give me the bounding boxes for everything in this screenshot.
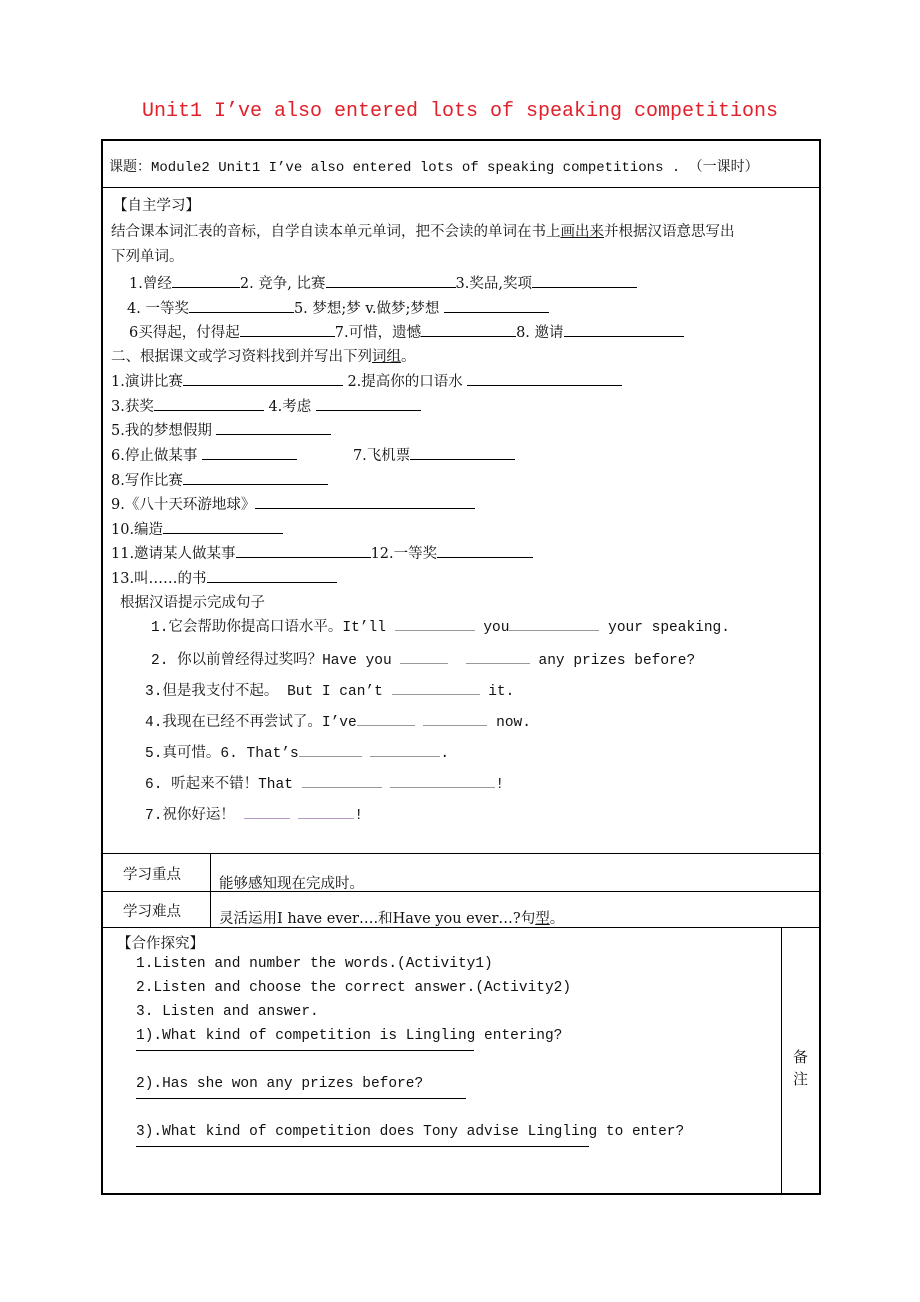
phrase-row [111,370,622,391]
blank[interactable] [240,322,335,337]
answer-line[interactable] [136,1146,589,1147]
answer-line[interactable] [136,1098,466,1099]
text: you [483,620,510,636]
text: 型 [535,911,550,927]
text: 1.它会帮助你提高口语水平。It’ll [151,620,386,636]
text: 1.演讲比赛 [111,374,183,390]
blank[interactable] [466,649,530,664]
blank[interactable] [437,543,533,558]
divider [210,853,211,927]
text: now. [496,715,531,731]
text: 。 [401,349,416,365]
text: 5. 梦想;梦 v.做梦;梦想 [293,301,440,317]
blank[interactable] [444,298,549,313]
question: 2).Has she won any prizes before? [136,1076,424,1092]
blank[interactable] [207,568,337,583]
focus-label: 学习重点 [123,867,181,883]
text: 10.编造 [111,522,164,538]
page-title: Unit1 I’ve also entered lots of speaking competitions [141,100,779,123]
lesson-table [101,139,821,1195]
sentence-heading: 根据汉语提示完成句子 [120,595,265,611]
phrase-heading [111,345,416,366]
answer-line[interactable] [136,1050,474,1051]
text: 4.考虑 [268,399,312,415]
text: 5.真可惜。6. That’s [145,746,299,762]
blank[interactable] [163,519,283,534]
coop-line: 1.Listen and number the words.(Activity1) [136,956,493,972]
notes-label: 注 [793,1070,809,1088]
text: 6买得起，付得起 [129,325,240,341]
text: your speaking. [608,620,730,636]
text: 4.我现在已经不再尝试了。I’ve [145,715,357,731]
word-row-2 [127,297,549,318]
blank[interactable] [370,742,440,757]
text: ! [354,808,364,824]
text: 画出来 [560,224,604,240]
sentence-row [145,741,449,762]
lesson-header: 课题：Module2 Unit1 I’ve also entered lots of speaking competitions . （一课时） [109,160,759,176]
text: 灵活运用I have ever….和Have you ever…?句 [219,911,536,927]
blank[interactable] [410,445,515,460]
text: 词组 [372,349,401,365]
blank[interactable] [216,420,331,435]
blank[interactable] [509,616,599,631]
intro-text-2: 下列单词。 [111,249,184,265]
blank[interactable] [183,470,328,485]
intro-text [111,220,735,241]
blank[interactable] [172,273,240,288]
text: . [440,746,450,762]
text: 6.停止做某事 [111,448,198,464]
blank[interactable] [154,396,264,411]
text: 并根据汉语意思写出 [604,224,735,240]
text: 1.曾经 [129,276,172,292]
blank[interactable] [400,649,448,664]
phrase-row [111,444,515,465]
blank[interactable] [299,742,362,757]
blank[interactable] [236,543,371,558]
blank[interactable] [202,445,297,460]
text: 13.叫……的书 [111,571,207,587]
text: 4. 一等奖 [127,301,189,317]
sentence-row [145,710,531,731]
blank[interactable] [316,396,421,411]
text: 2. 你以前曾经得过奖吗？Have you [151,653,392,669]
text: 7.祝你好运！ [145,808,235,824]
blank[interactable] [255,494,475,509]
phrase-row [111,542,533,563]
coop-line: 3. Listen and answer. [136,1004,319,1020]
text: 2. 竞争, 比赛 [239,276,326,292]
text: 5.我的梦想假期 [111,423,212,439]
sentence-row [145,803,363,824]
difficulty-label: 学习难点 [123,904,181,920]
text: 结合课本词汇表的音标，自学自读本单元单词，把不会读的单词在书上 [111,224,561,240]
text: 3.获奖 [111,399,154,415]
text: 3.奖品,奖项 [455,276,532,292]
blank[interactable] [467,371,622,386]
word-row-3 [129,321,684,342]
phrase-row [111,419,331,440]
text: 12.一等奖 [370,546,438,562]
blank[interactable] [423,711,487,726]
text: 8. 邀请 [516,325,564,341]
blank[interactable] [392,680,480,695]
text: it. [488,684,515,700]
focus-text: 能够感知现在完成时。 [219,876,364,892]
text: 3.但是我支付不起。 But I can’t [145,684,383,700]
divider [781,927,782,1193]
phrase-row [111,518,283,539]
self-study-heading: 【自主学习】 [113,198,200,214]
phrase-row [111,395,421,416]
divider [103,891,819,892]
text: 2.提高你的口语水 [347,374,463,390]
text: 6. 听起来不错！That [145,777,293,793]
blank[interactable] [390,773,495,788]
blank[interactable] [532,273,637,288]
blank[interactable] [302,773,382,788]
coop-heading: 【合作探究】 [117,936,204,952]
question: 1).What kind of competition is Lingling entering? [136,1028,563,1044]
text: 8.写作比赛 [111,473,183,489]
difficulty-text [219,907,564,928]
word-row-1 [129,272,637,293]
notes-label: 备 [793,1048,809,1066]
sentence-row [145,679,514,700]
blank[interactable] [357,711,415,726]
blank[interactable] [298,804,354,819]
phrase-row [111,567,337,588]
text: 二、根据课文或学习资料找到并写出下列 [111,349,372,365]
blank[interactable] [564,322,684,337]
text: any prizes before? [538,653,696,669]
text: ! [495,777,505,793]
text: 7.飞机票 [352,448,411,464]
sentence-row [151,648,695,669]
text: 9.《八十天环游地球》 [111,497,256,513]
blank[interactable] [395,616,475,631]
text: 7.可惜，遗憾 [334,325,422,341]
divider [103,187,819,188]
blank[interactable] [326,273,456,288]
blank[interactable] [183,371,343,386]
blank[interactable] [189,298,294,313]
phrase-row [111,493,475,514]
question: 3).What kind of competition does Tony advise Lingling to enter? [136,1124,685,1140]
coop-line: 2.Listen and choose the correct answer.(Activity2) [136,980,572,996]
text: 11.邀请某人做某事 [111,546,236,562]
phrase-row [111,469,328,490]
blank[interactable] [421,322,516,337]
sentence-row [151,615,730,636]
text: 。 [549,911,565,927]
blank[interactable] [244,804,290,819]
sentence-row [145,772,504,793]
divider [103,927,819,928]
